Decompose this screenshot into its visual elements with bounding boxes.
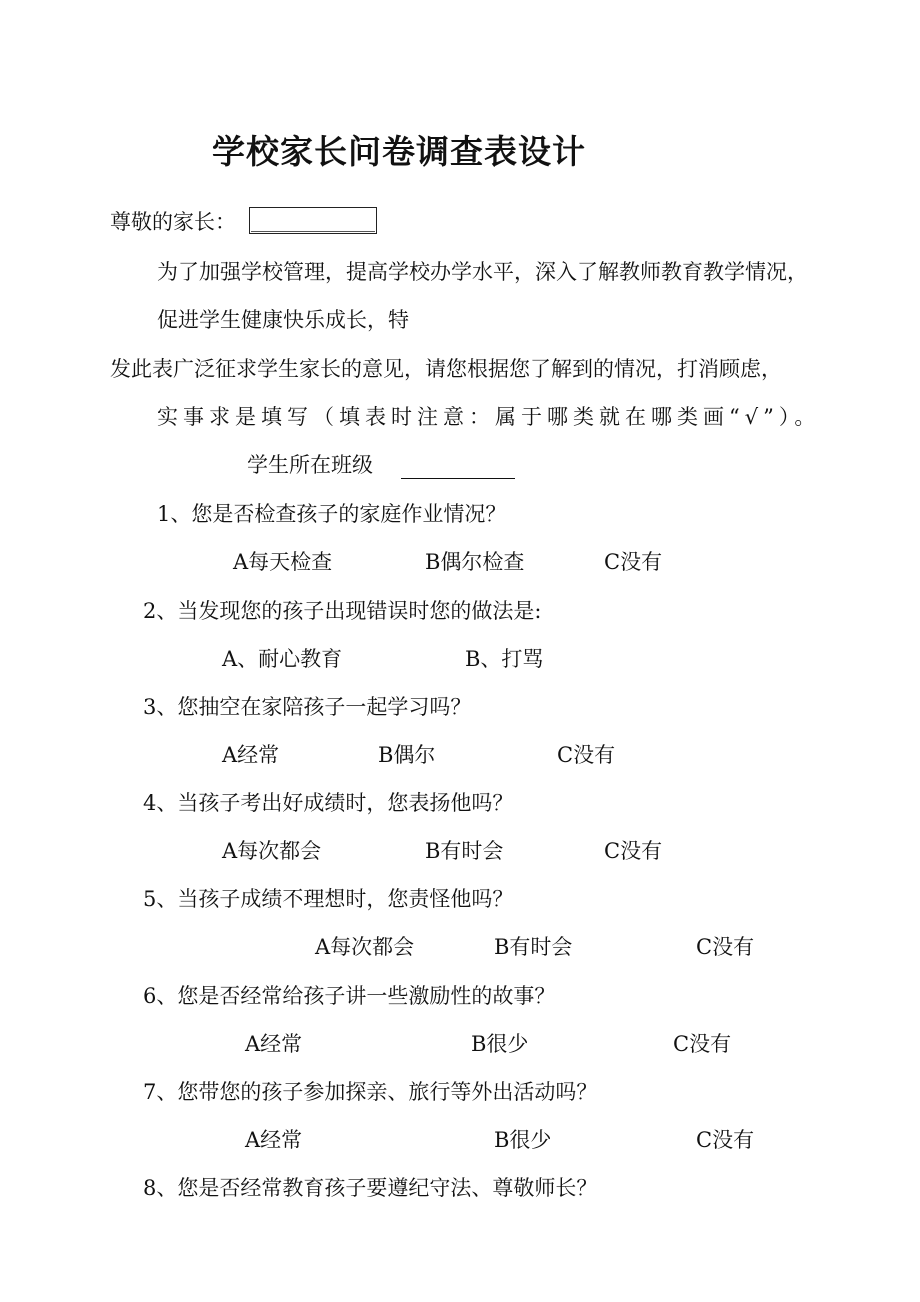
- question-1: 1、您是否检查孩子的家庭作业情况？: [157, 502, 507, 526]
- question-2: 2、当发现您的孩子出现错误时您的做法是:: [143, 599, 542, 623]
- question-6: 6、您是否经常给孩子讲一些激励性的故事？: [143, 984, 556, 1008]
- q7-option-a[interactable]: A经常: [245, 1128, 303, 1152]
- q3-option-a[interactable]: A经常: [222, 743, 280, 767]
- q5-option-b[interactable]: B有时会: [494, 935, 573, 959]
- q4-option-b[interactable]: B有时会: [425, 839, 504, 863]
- question-7: 7、您带您的孩子参加探亲、旅行等外出活动吗？: [143, 1080, 598, 1104]
- q1-option-a[interactable]: A每天检查: [233, 550, 333, 574]
- question-4: 4、当孩子考出好成绩时，您表扬他吗？: [143, 791, 514, 815]
- q6-option-c[interactable]: C没有: [673, 1032, 732, 1056]
- intro-line-3: 发此表广泛征求学生家长的意见，请您根据您了解到的情况，打消顾虑，: [110, 357, 782, 381]
- page-title: 学校家长问卷调查表设计: [212, 132, 586, 171]
- q2-option-a[interactable]: A、耐心教育: [222, 647, 343, 671]
- q4-option-a[interactable]: A每次都会: [222, 839, 322, 863]
- question-5: 5、当孩子成绩不理想时，您责怪他吗？: [143, 887, 514, 911]
- class-label: 学生所在班级: [247, 453, 373, 477]
- q1-option-c[interactable]: C没有: [604, 550, 663, 574]
- greeting: 尊敬的家长：: [110, 210, 236, 234]
- q6-option-a[interactable]: A经常: [245, 1032, 303, 1056]
- q7-option-c[interactable]: C没有: [696, 1128, 755, 1152]
- class-input-line[interactable]: [401, 458, 515, 479]
- q1-option-b[interactable]: B偶尔检查: [425, 550, 525, 574]
- q3-option-c[interactable]: C没有: [557, 743, 616, 767]
- question-3: 3、您抽空在家陪孩子一起学习吗？: [143, 695, 472, 719]
- q3-option-b[interactable]: B偶尔: [378, 743, 436, 767]
- question-8: 8、您是否经常教育孩子要遵纪守法、尊敬师长？: [143, 1176, 598, 1200]
- parent-name-field[interactable]: [249, 207, 377, 234]
- q6-option-b[interactable]: B很少: [471, 1032, 529, 1056]
- q5-option-a[interactable]: A每次都会: [315, 935, 415, 959]
- q2-option-b[interactable]: B、打骂: [465, 647, 544, 671]
- q7-option-b[interactable]: B很少: [494, 1128, 552, 1152]
- intro-line-4: 实事求是填写（填表时注意：属于哪类就在哪类画“√”）。: [157, 405, 821, 429]
- intro-line-2: 促进学生健康快乐成长，特: [157, 308, 409, 332]
- q4-option-c[interactable]: C没有: [604, 839, 663, 863]
- q5-option-c[interactable]: C没有: [696, 935, 755, 959]
- class-row: [247, 451, 515, 479]
- intro-line-1: 为了加强学校管理，提高学校办学水平，深入了解教师教育教学情况，: [157, 260, 808, 284]
